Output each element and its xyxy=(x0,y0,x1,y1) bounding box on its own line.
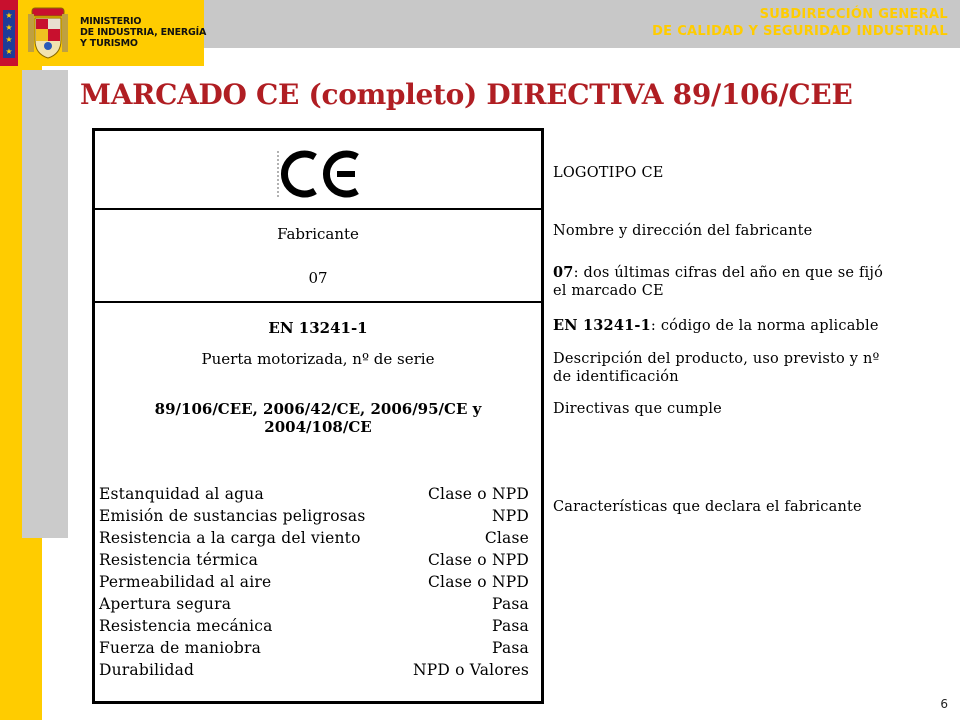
label-directives-line-1: 89/106/CEE, 2006/42/CE, 2006/95/CE y xyxy=(154,400,482,418)
characteristic-row xyxy=(99,483,529,505)
characteristic-value: NPD xyxy=(491,507,529,525)
characteristic-value: Pasa xyxy=(492,595,529,613)
characteristic-name: Apertura segura xyxy=(99,595,232,613)
label-standard: EN 13241-1 xyxy=(268,319,368,337)
characteristic-value: NPD o Valores xyxy=(412,661,529,679)
ministry-logo xyxy=(0,0,207,66)
desc-logo: LOGOTIPO CE xyxy=(553,165,664,181)
characteristic-row xyxy=(99,571,529,593)
ministry-name xyxy=(80,16,206,49)
desc-standard-bold: EN 13241-1 xyxy=(553,317,651,334)
characteristic-name: Estanquidad al agua xyxy=(99,485,264,503)
desc-product-line-2: de identificación xyxy=(553,369,679,385)
desc-standard-rest: : código de la norma aplicable xyxy=(650,318,879,334)
characteristic-row xyxy=(99,505,529,527)
subdirection-heading xyxy=(652,6,948,40)
ministry-line-2: DE INDUSTRIA, ENERGÍA xyxy=(80,27,207,38)
ministry-line-3: Y TURISMO xyxy=(80,38,138,49)
characteristics-list xyxy=(99,483,529,681)
desc-standard xyxy=(553,317,879,335)
characteristic-row xyxy=(99,659,529,681)
characteristic-value: Pasa xyxy=(492,617,529,635)
eu-stars-icon: ★ ★ ★ ★ xyxy=(3,10,15,58)
characteristic-value: Clase xyxy=(484,529,529,547)
label-directives-line-2: 2004/108/CE xyxy=(264,418,372,436)
desc-directives: Directivas que cumple xyxy=(553,401,722,417)
characteristic-name: Resistencia a la carga del viento xyxy=(99,529,361,547)
characteristic-name: Durabilidad xyxy=(99,661,195,679)
characteristic-name: Resistencia térmica xyxy=(99,551,259,569)
desc-year xyxy=(553,264,883,300)
row-divider xyxy=(95,301,541,303)
characteristic-row xyxy=(99,615,529,637)
row-divider xyxy=(95,208,541,210)
characteristic-name: Emisión de sustancias peligrosas xyxy=(99,507,366,525)
characteristic-value: Clase o NPD xyxy=(428,551,529,569)
characteristic-row xyxy=(99,637,529,659)
characteristic-value: Clase o NPD xyxy=(428,573,529,591)
ministry-line-1: MINISTERIO xyxy=(80,16,142,27)
desc-year-bold: 07 xyxy=(553,264,574,281)
ce-mark-icon xyxy=(275,143,365,205)
characteristic-name: Permeabilidad al aire xyxy=(99,573,272,591)
desc-year-line-2: el marcado CE xyxy=(553,283,664,299)
label-product: Puerta motorizada, nº de serie xyxy=(201,350,435,368)
desc-manufacturer: Nombre y dirección del fabricante xyxy=(553,223,813,239)
desc-product-line-1: Descripción del producto, uso previsto y nº xyxy=(553,351,880,367)
characteristic-row xyxy=(99,527,529,549)
subdirection-line-2: DE CALIDAD Y SEGURIDAD INDUSTRIAL xyxy=(652,24,948,39)
label-year: 07 xyxy=(308,269,328,287)
desc-characteristics: Características que declara el fabricante xyxy=(553,499,862,515)
gray-decoration-block xyxy=(22,70,68,538)
page-title: MARCADO CE (completo) DIRECTIVA 89/106/CEE xyxy=(80,78,853,111)
characteristic-row xyxy=(99,593,529,615)
characteristic-name: Resistencia mecánica xyxy=(99,617,273,635)
ce-label-table xyxy=(92,128,544,704)
page-number: 6 xyxy=(940,697,948,711)
desc-year-rest: : dos últimas cifras del año en que se fijó xyxy=(573,265,884,281)
characteristic-name: Fuerza de maniobra xyxy=(99,639,262,657)
coat-of-arms-icon xyxy=(26,4,70,62)
characteristic-value: Pasa xyxy=(492,639,529,657)
characteristic-value: Clase o NPD xyxy=(428,485,529,503)
label-manufacturer: Fabricante xyxy=(277,225,359,243)
subdirection-line-1: SUBDIRECCIÓN GENERAL xyxy=(759,7,948,22)
desc-product xyxy=(553,350,880,386)
characteristic-row xyxy=(99,549,529,571)
